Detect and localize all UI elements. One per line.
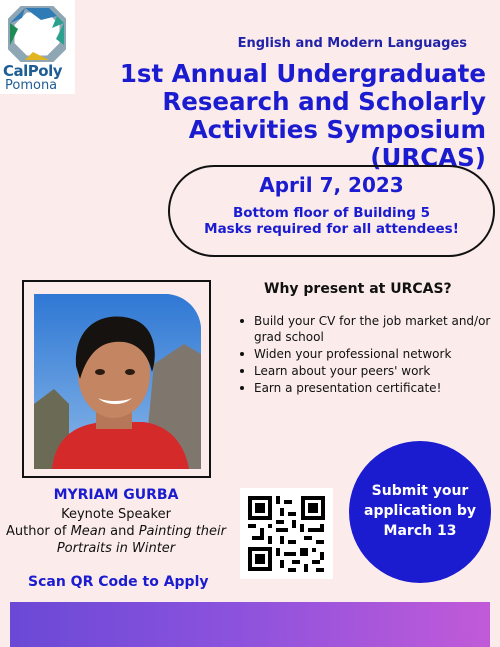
logo xyxy=(0,0,75,94)
logo-text-pomona: Pomona xyxy=(5,78,58,93)
department-label: English and Modern Languages xyxy=(237,36,467,51)
mask-notice: Masks required for all attendees! xyxy=(204,221,459,237)
cta-line-1: Submit your xyxy=(371,483,469,499)
works-mid: and xyxy=(105,524,139,539)
speaker-photo-frame xyxy=(22,280,211,478)
benefits-list xyxy=(236,313,500,397)
work-title-2: Painting their Portraits in Winter xyxy=(56,524,226,556)
logo-text-calpoly: CalPoly xyxy=(3,62,62,80)
speaker-name: MYRIAM GURBA xyxy=(53,487,179,503)
cal-poly-octagon-icon xyxy=(8,6,66,62)
cta-line-2: application by xyxy=(364,503,476,519)
speaker-works xyxy=(0,523,232,557)
qr-code-icon xyxy=(240,488,333,579)
why-heading: Why present at URCAS? xyxy=(264,281,452,297)
speaker-photo-illustration xyxy=(34,294,201,469)
cta-line-3: March 13 xyxy=(383,523,457,539)
list-item: Build your CV for the job market and/or grad school xyxy=(254,313,500,345)
scan-qr-label: Scan QR Code to Apply xyxy=(28,574,209,590)
list-item: Learn about your peers' work xyxy=(254,363,500,379)
event-date: April 7, 2023 xyxy=(259,173,404,197)
speaker-photo xyxy=(34,294,201,469)
list-item: Widen your professional network xyxy=(254,346,500,362)
decorative-gradient-bar xyxy=(10,602,490,647)
submit-callout xyxy=(349,441,491,583)
event-title: 1st Annual Undergraduate Research and Scholarly Activities Symposium (URCAS) xyxy=(119,59,486,172)
list-item: Earn a presentation certificate! xyxy=(254,380,500,396)
works-prefix: Author of xyxy=(6,524,71,539)
work-title-1: Mean xyxy=(70,524,106,539)
event-info-box xyxy=(168,165,495,257)
speaker-role: Keynote Speaker xyxy=(61,507,171,522)
qr-code[interactable] xyxy=(240,488,333,579)
event-location: Bottom floor of Building 5 xyxy=(232,205,431,221)
